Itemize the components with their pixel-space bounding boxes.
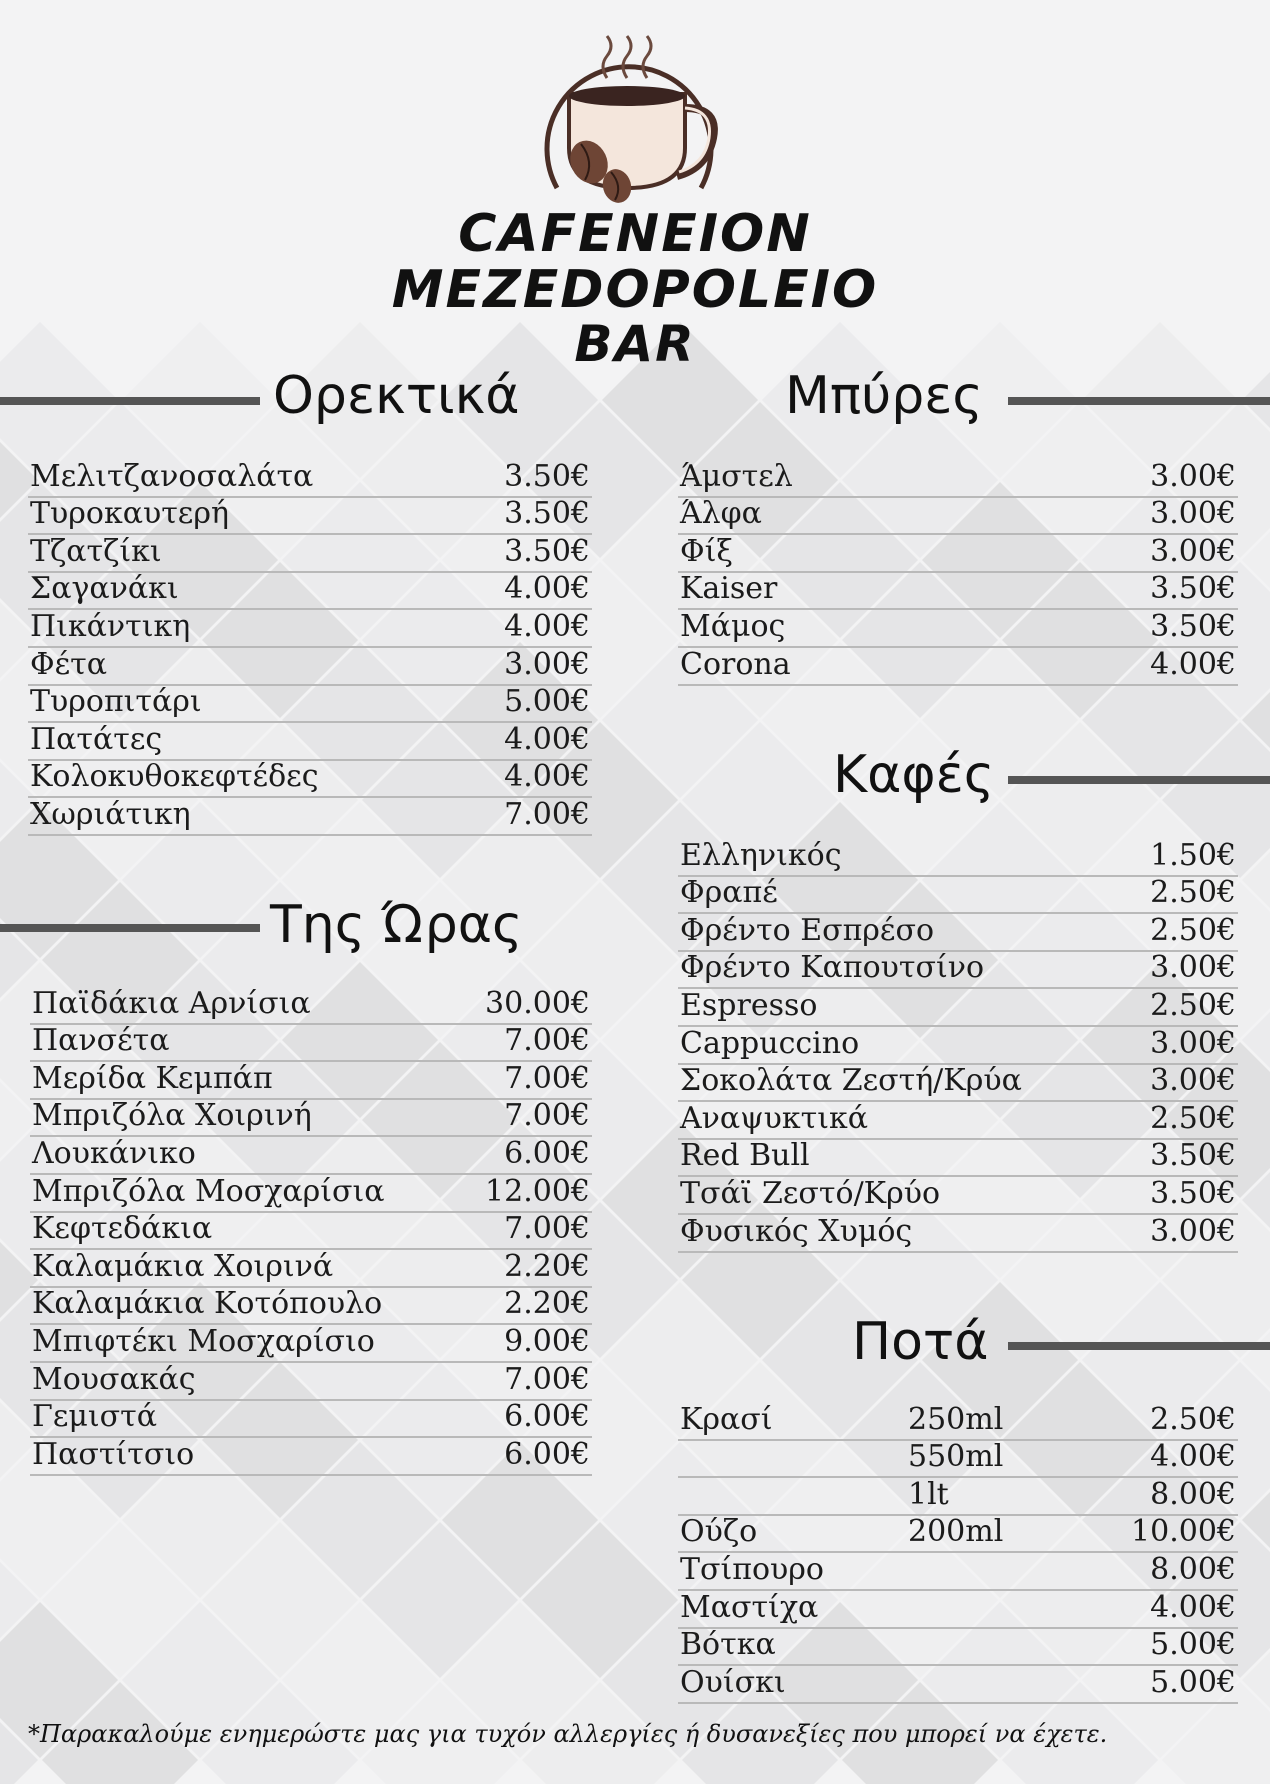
section-rule-tis-oras: [0, 924, 260, 932]
menu-item-row: [30, 1100, 592, 1138]
menu-item-price: 8.00€: [1150, 1476, 1236, 1512]
menu-item-name: Μάμος: [680, 608, 786, 644]
menu-item-price: 3.50€: [504, 496, 590, 532]
coffee-cup-logo-icon: [527, 28, 731, 212]
menu-item-price: 4.00€: [1150, 646, 1236, 682]
section-title-pota: Ποτά: [852, 1312, 989, 1372]
menu-item-name: Φρέντο Καπουτσίνο: [680, 950, 985, 986]
menu-item-row: [28, 798, 592, 836]
menu-item-row: [30, 1363, 592, 1401]
menu-item-row: [30, 1288, 592, 1326]
menu-item-price: 3.50€: [1150, 1138, 1236, 1174]
menu-item-row: [678, 460, 1238, 498]
menu-item-price: 3.00€: [1150, 533, 1236, 569]
menu-item-row: [678, 648, 1238, 686]
menu-item-row: [678, 1591, 1238, 1629]
menu-item-row: [28, 460, 592, 498]
section-rule-orektika: [0, 397, 260, 405]
menu-item-price: 2.50€: [1150, 875, 1236, 911]
menu-item-row: [28, 761, 592, 799]
menu-list-kafes: [678, 839, 1238, 1253]
menu-item-name: Πανσέτα: [32, 1023, 170, 1059]
menu-item-row: [28, 573, 592, 611]
menu-item-name: Ούζο: [680, 1514, 758, 1550]
menu-item-price: 3.00€: [1150, 1063, 1236, 1099]
menu-item-row: [30, 1062, 592, 1100]
menu-item-price: 2.50€: [1150, 1100, 1236, 1136]
menu-item-name: Κολοκυθοκεφτέδες: [30, 759, 319, 795]
menu-item-price: 3.50€: [504, 533, 590, 569]
menu-item-price: 2.20€: [504, 1248, 590, 1284]
menu-item-price: 3.50€: [1150, 1175, 1236, 1211]
menu-item-row: [28, 498, 592, 536]
menu-item-name: Άλφα: [680, 496, 762, 532]
menu-item-price: 7.00€: [504, 1060, 590, 1096]
menu-item-size: 250ml: [908, 1401, 1004, 1437]
menu-item-price: 3.00€: [1150, 458, 1236, 494]
menu-item-price: 12.00€: [485, 1173, 590, 1209]
menu-item-price: 3.00€: [504, 646, 590, 682]
menu-item-size: 1lt: [908, 1476, 949, 1512]
menu-item-row: [30, 1175, 592, 1213]
menu-item-row: [678, 989, 1238, 1027]
menu-item-price: 3.00€: [1150, 1213, 1236, 1249]
menu-item-name: Μπιφτέκι Μοσχαρίσιο: [32, 1323, 375, 1359]
menu-item-row: [28, 723, 592, 761]
menu-item-row: [30, 1137, 592, 1175]
menu-item-name: Τζατζίκι: [30, 533, 162, 569]
menu-item-name: Άμστελ: [680, 458, 793, 494]
menu-item-name: Espresso: [680, 987, 818, 1023]
menu-item-name: Corona: [680, 646, 791, 682]
menu-item-name: Βότκα: [680, 1627, 776, 1663]
menu-item-name: Φραπέ: [680, 875, 778, 911]
menu-list-pota: [678, 1403, 1238, 1704]
menu-item-row: [30, 1250, 592, 1288]
menu-item-price: 3.00€: [1150, 950, 1236, 986]
menu-item-price: 4.00€: [504, 571, 590, 607]
section-rule-bires: [1008, 397, 1270, 405]
menu-item-price: 4.00€: [504, 721, 590, 757]
menu-item-row: [28, 648, 592, 686]
menu-item-name: Red Bull: [680, 1138, 810, 1174]
menu-item-price: 3.50€: [1150, 571, 1236, 607]
menu-item-price: 5.00€: [1150, 1664, 1236, 1700]
menu-item-name: Μαστίχα: [680, 1589, 819, 1625]
section-rule-pota: [1008, 1342, 1270, 1350]
menu-item-name: Φρέντο Εσπρέσο: [680, 912, 935, 948]
menu-item-price: 2.50€: [1150, 912, 1236, 948]
menu-item-row: [30, 1213, 592, 1251]
menu-item-row: [30, 1401, 592, 1439]
menu-item-name: Καλαμάκια Χοιρινά: [32, 1248, 334, 1284]
menu-item-price: 2.50€: [1150, 1401, 1236, 1437]
menu-item-price: 2.50€: [1150, 987, 1236, 1023]
menu-list-orektika: [28, 460, 592, 836]
menu-item-row: [678, 498, 1238, 536]
menu-item-name: Kaiser: [680, 571, 778, 607]
menu-item-name: Ελληνικός: [680, 837, 842, 873]
menu-item-price: 10.00€: [1131, 1514, 1236, 1550]
menu-item-name: Λουκάνικο: [32, 1135, 196, 1171]
menu-item-row: [678, 1441, 1238, 1479]
menu-item-price: 4.00€: [1150, 1439, 1236, 1475]
menu-item-name: Πικάντικη: [30, 608, 191, 644]
menu-item-name: Φίξ: [680, 533, 733, 569]
menu-item-name: Γεμιστά: [32, 1399, 157, 1435]
menu-item-row: [28, 610, 592, 648]
section-title-bires: Μπύρες: [785, 366, 983, 426]
menu-item-row: [678, 1102, 1238, 1140]
menu-item-price: 4.00€: [1150, 1589, 1236, 1625]
menu-item-name: Ουίσκι: [680, 1664, 786, 1700]
menu-item-name: Cappuccino: [680, 1025, 860, 1061]
menu-item-name: Φυσικός Χυμός: [680, 1213, 913, 1249]
menu-item-row: [30, 1438, 592, 1476]
menu-item-name: Μερίδα Κεμπάπ: [32, 1060, 273, 1096]
menu-item-row: [678, 839, 1238, 877]
menu-item-name: Μπριζόλα Μοσχαρίσια: [32, 1173, 385, 1209]
menu-item-name: Μπριζόλα Χοιρινή: [32, 1098, 312, 1134]
menu-item-row: [28, 535, 592, 573]
menu-item-row: [678, 877, 1238, 915]
menu-item-row: [678, 1666, 1238, 1704]
menu-item-name: Μουσακάς: [32, 1361, 196, 1397]
menu-item-row: [678, 1478, 1238, 1516]
menu-item-row: [678, 1177, 1238, 1215]
menu-item-name: Τυροκαυτερή: [30, 496, 229, 532]
menu-item-price: 5.00€: [504, 684, 590, 720]
menu-item-price: 9.00€: [504, 1323, 590, 1359]
menu-item-price: 3.50€: [504, 458, 590, 494]
menu-item-price: 6.00€: [504, 1436, 590, 1472]
menu-item-name: Φέτα: [30, 646, 107, 682]
menu-item-row: [30, 1325, 592, 1363]
menu-item-price: 2.20€: [504, 1286, 590, 1322]
menu-item-name: Μελιτζανοσαλάτα: [30, 458, 314, 494]
menu-item-price: 4.00€: [504, 759, 590, 795]
menu-item-price: 3.00€: [1150, 1025, 1236, 1061]
section-rule-kafes: [1008, 776, 1270, 784]
brand-line-1: CAFENEION: [458, 204, 812, 264]
menu-list-tis-oras: [30, 987, 592, 1476]
section-title-tis-oras: Της Ώρας: [270, 895, 523, 955]
menu-item-price: 7.00€: [504, 1023, 590, 1059]
allergy-footnote: *Παρακαλούμε ενημερώστε μας για τυχόν αλλεργίες ή δυσανεξίες που μπορεί να έχετε.: [28, 1720, 1108, 1748]
brand-line-2: MEZEDOPOLEIO: [391, 260, 879, 320]
menu-item-row: [678, 1140, 1238, 1178]
menu-item-row: [30, 1025, 592, 1063]
menu-item-price: 30.00€: [485, 985, 590, 1021]
menu-item-size: 550ml: [908, 1439, 1004, 1475]
menu-item-price: 7.00€: [504, 1098, 590, 1134]
menu-item-row: [30, 987, 592, 1025]
menu-item-name: Τσάϊ Ζεστό/Κρύο: [680, 1175, 941, 1211]
menu-item-name: Παστίτσιο: [32, 1436, 195, 1472]
menu-item-name: Παϊδάκια Αρνίσια: [32, 985, 311, 1021]
menu-item-price: 1.50€: [1150, 837, 1236, 873]
menu-item-row: [678, 914, 1238, 952]
menu-item-row: [678, 1516, 1238, 1554]
menu-list-bires: [678, 460, 1238, 686]
menu-item-name: Τυροπιτάρι: [30, 684, 202, 720]
menu-item-price: 6.00€: [504, 1135, 590, 1171]
menu-item-price: 3.00€: [1150, 496, 1236, 532]
menu-item-name: Κεφτεδάκια: [32, 1211, 213, 1247]
menu-item-price: 6.00€: [504, 1399, 590, 1435]
menu-item-price: 3.50€: [1150, 608, 1236, 644]
menu-item-row: [678, 1215, 1238, 1253]
menu-item-price: 4.00€: [504, 608, 590, 644]
menu-item-price: 7.00€: [504, 796, 590, 832]
menu-item-price: 7.00€: [504, 1211, 590, 1247]
section-title-kafes: Καφές: [833, 745, 995, 805]
section-title-orektika: Ορεκτικά: [273, 366, 520, 426]
menu-item-row: [678, 573, 1238, 611]
menu-item-name: Αναψυκτικά: [680, 1100, 869, 1136]
menu-item-row: [678, 1553, 1238, 1591]
menu-item-name: Καλαμάκια Κοτόπουλο: [32, 1286, 383, 1322]
menu-item-row: [678, 535, 1238, 573]
menu-item-name: Σαγανάκι: [30, 571, 179, 607]
menu-item-row: [678, 1027, 1238, 1065]
menu-item-name: Κρασί: [680, 1401, 773, 1437]
menu-item-name: Τσίπουρο: [680, 1551, 824, 1587]
menu-item-row: [678, 1065, 1238, 1103]
menu-item-size: 200ml: [908, 1514, 1004, 1550]
menu-item-name: Πατάτες: [30, 721, 163, 757]
menu-item-name: Χωριάτικη: [30, 796, 191, 832]
menu-item-price: 7.00€: [504, 1361, 590, 1397]
menu-item-row: [678, 1403, 1238, 1441]
menu-item-row: [28, 686, 592, 724]
menu-item-name: Σοκολάτα Ζεστή/Κρύα: [680, 1063, 1022, 1099]
menu-item-row: [678, 952, 1238, 990]
menu-item-price: 5.00€: [1150, 1627, 1236, 1663]
brand-line-3: BAR: [574, 315, 696, 373]
menu-item-row: [678, 1629, 1238, 1667]
menu-item-row: [678, 610, 1238, 648]
menu-item-price: 8.00€: [1150, 1551, 1236, 1587]
